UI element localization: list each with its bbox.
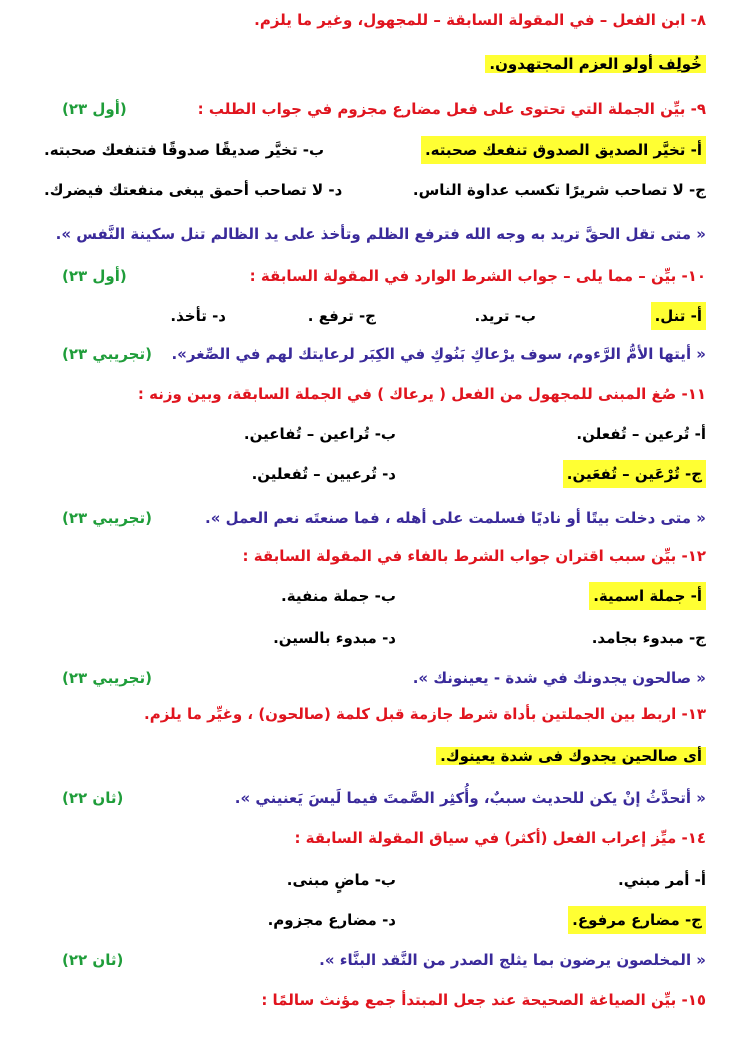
- q8-answer-row: [44, 50, 706, 78]
- q12-options-row-1: [44, 582, 706, 610]
- q9-tag: (أول ٢٣): [62, 100, 127, 118]
- q10-option-c: ج- ترفع .: [307, 307, 376, 325]
- q14-option-d: د- مضارع مجزوم.: [267, 911, 396, 929]
- quote-4-tag: (تجريبي ٢٣): [62, 669, 152, 687]
- quote-4-row: [44, 664, 706, 692]
- q11-option-b: ب- تُراعين – تُفاعين.: [243, 425, 396, 443]
- quote-6: « المخلصون يرضون بما يثلج الصدر من النَّقد البنَّاء ».: [319, 951, 706, 969]
- q12-option-b: ب- جملة منفية.: [281, 587, 396, 605]
- q14-options-row-2: [44, 906, 706, 934]
- q9-option-d: د- لا تصاحب أحمق يبغى منفعتك فيضرك.: [44, 181, 343, 199]
- q9-options-row-1: [44, 136, 706, 164]
- quote-4: « صالحون يجدونك في شدة - يعينونك ».: [412, 669, 706, 687]
- q11-options-row-2: [44, 460, 706, 488]
- q10-option-a: أ- تنل.: [651, 302, 706, 330]
- q9-question: ٩- بيِّن الجملة التي تحتوى على فعل مضارع مجزوم في جواب الطلب :: [197, 100, 706, 118]
- q9-header: [44, 95, 706, 123]
- q13-question: ١٣- اربط بين الجملتين بأداة شرط جازمة قبل كلمة (صالحون) ، وغيِّر ما يلزم.: [144, 705, 706, 723]
- quote-3-tag: (تجريبي ٢٣): [62, 509, 152, 527]
- q14-option-b: ب- ماضٍ مبنى.: [286, 871, 396, 889]
- q12-option-c: ج- مبدوء بجامد.: [591, 629, 706, 647]
- quote-6-row: [44, 946, 706, 974]
- quote-1: « متى تقل الحقَّ تريد به وجه الله فترفع الظلم وتأخذ على يد الظالم تنل سكينة النَّفس ».: [55, 225, 706, 243]
- q9-option-a: أ- تخيَّر الصديق الصدوق تنفعك صحبته.: [421, 136, 706, 164]
- quote-2-tag: (تجريبي ٢٣): [62, 345, 152, 363]
- q12-option-a: أ- جملة اسمية.: [589, 582, 706, 610]
- q10-option-d: د- تأخذ.: [170, 307, 226, 325]
- q14-options-row-1: [44, 866, 706, 894]
- quote-2: « أيتها الأمُّ الرَّءوم، سوف يرْعاكِ بَنُوكِ في الكِبَر لرعايتك لهم في الصِّغر».: [171, 345, 706, 363]
- quote-5-row: [44, 784, 706, 812]
- q8-answer: خُولِف أولو العزم المجتهدون.: [485, 55, 706, 73]
- q9-options-row-2: [44, 176, 706, 204]
- q12-options-row-2: [44, 624, 706, 652]
- quote-2-row: [44, 340, 706, 368]
- q10-tag: (أول ٢٣): [62, 267, 127, 285]
- q9-option-b: ب- تخيَّر صديقًا صدوقًا فتنفعك صحبته.: [44, 141, 325, 159]
- quote-6-tag: (ثان ٢٢): [62, 951, 124, 969]
- quote-5: « أتحدَّثُ إنْ يكن للحديث سببٌ، وأُكثِر الصَّمتَ فيما لَيسَ يَعنيني ».: [234, 789, 706, 807]
- quote-3: « متى دخلت بيتًا أو ناديًا فسلمت على أهله ، فما صنعتَه نعم العمل ».: [205, 509, 706, 527]
- q11-option-d: د- تُرعيين – تُفعلين.: [251, 465, 396, 483]
- q13-answer: أى صالحين يجدوك فى شدة يعينوك.: [436, 747, 706, 765]
- q11-question: ١١- صُغ المبنى للمجهول من الفعل ( يرعاك ) في الجملة السابقة، وبين وزنه :: [137, 385, 706, 403]
- q11-option-c: ج- تُرْعَين – تُفعَين.: [563, 460, 706, 488]
- q14-option-a: أ- أمر مبني.: [618, 871, 706, 889]
- quote-3-row: [44, 504, 706, 532]
- q11-options-row-1: [44, 420, 706, 448]
- q10-question: ١٠- بيِّن – مما يلى – جواب الشرط الوارد في المقولة السابقة :: [249, 267, 706, 285]
- q14-option-c: ج- مضارع مرفوع.: [568, 906, 706, 934]
- quote-5-tag: (ثان ٢٢): [62, 789, 124, 807]
- q13-answer-row: [44, 742, 706, 770]
- q10-options-row: [44, 302, 706, 330]
- q8-question: ٨- ابن الفعل – في المقولة السابقة – للمجهول، وغير ما يلزم.: [254, 11, 706, 29]
- q15-question: ١٥- بيِّن الصياغة الصحيحة عند جعل المبتدأ جمع مؤنث سالمًا :: [261, 991, 706, 1009]
- q11-option-a: أ- تُرعين – تُفعلن.: [576, 425, 706, 443]
- q12-option-d: د- مبدوء بالسين.: [273, 629, 396, 647]
- q10-header: [44, 262, 706, 290]
- q14-question: ١٤- ميِّز إعراب الفعل (أكثر) في سياق المقولة السابقة :: [294, 829, 706, 847]
- q10-option-b: ب- تريد.: [474, 307, 536, 325]
- q9-option-c: ج- لا تصاحب شريرًا تكسب عداوة الناس.: [412, 181, 706, 199]
- q12-question: ١٢- بيِّن سبب اقتران جواب الشرط بالفاء في المقولة السابقة :: [242, 547, 706, 565]
